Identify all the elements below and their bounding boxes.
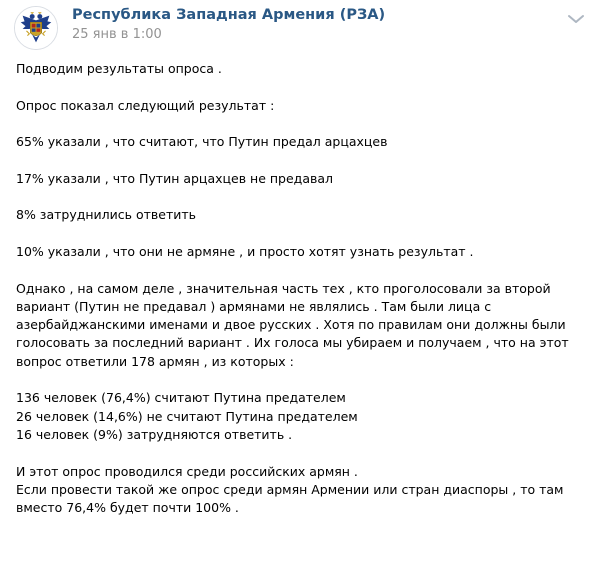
- post-paragraph: [16, 60, 586, 78]
- post-text-line: вопрос ответили 178 армян , из которых :: [16, 353, 294, 369]
- group-name-link[interactable]: Республика Западная Армения (РЗА): [72, 7, 386, 23]
- group-avatar[interactable]: [14, 6, 58, 50]
- post-text-line: Подводим результаты опроса .: [16, 61, 222, 76]
- post-paragraph: [16, 389, 586, 444]
- post-paragraph: [16, 97, 586, 115]
- post-text-line: голосовать за последний вариант . Их голоса мы убираем и получаем , что на этот: [16, 335, 569, 351]
- post-text-line: 16 человек (9%) затрудняются ответить .: [16, 426, 293, 442]
- post-text-line: 136 человек (76,4%) считают Путина предателем: [16, 390, 346, 406]
- post-text-line: И этот опрос проводился среди российских армян .: [16, 463, 358, 479]
- post-paragraph: [16, 463, 586, 518]
- post-text-line: азербайджанскими именами и двое русских . Хотя по правилам они должны были: [16, 317, 566, 333]
- post-header: [0, 0, 595, 54]
- post-text-line: 26 человек (14,6%) не считают Путина предателем: [16, 408, 358, 424]
- post-text-line: вместо 76,4% будет почти 100% .: [16, 500, 239, 516]
- post-menu-button[interactable]: [567, 14, 585, 24]
- coat-of-arms-eagle-icon: [15, 7, 57, 49]
- post-text-line: Если провести такой же опрос среди армян Армении или стран диаспоры , то там: [16, 481, 564, 497]
- post-text-line: Однако , на самом деле , значительная часть тех , кто проголосовали за второй: [16, 280, 551, 296]
- post-paragraph: [16, 133, 586, 151]
- post-date-link[interactable]: 25 янв в 1:00: [72, 27, 162, 42]
- post-paragraph: [16, 243, 586, 261]
- post-text-line: 65% указали , что считают, что Путин предал арцахцев: [16, 134, 388, 150]
- post-text-line: Опрос показал следующий результат :: [16, 97, 275, 113]
- post-text-line: вариант (Путин не предавал ) армянами не являлись . Там были лица с: [16, 298, 492, 314]
- post-paragraph: [16, 206, 586, 224]
- post-text-line: 8% затруднились ответить: [16, 207, 197, 223]
- post-paragraph: [16, 170, 586, 188]
- post-text-line: 17% указали , что Путин арцахцев не предавал: [16, 170, 333, 186]
- post-text: [16, 60, 586, 517]
- post-text-line: 10% указали , что они не армяне , и просто хотят узнать результат .: [16, 243, 474, 259]
- chevron-down-icon: [567, 14, 585, 24]
- post-paragraph: [16, 280, 586, 371]
